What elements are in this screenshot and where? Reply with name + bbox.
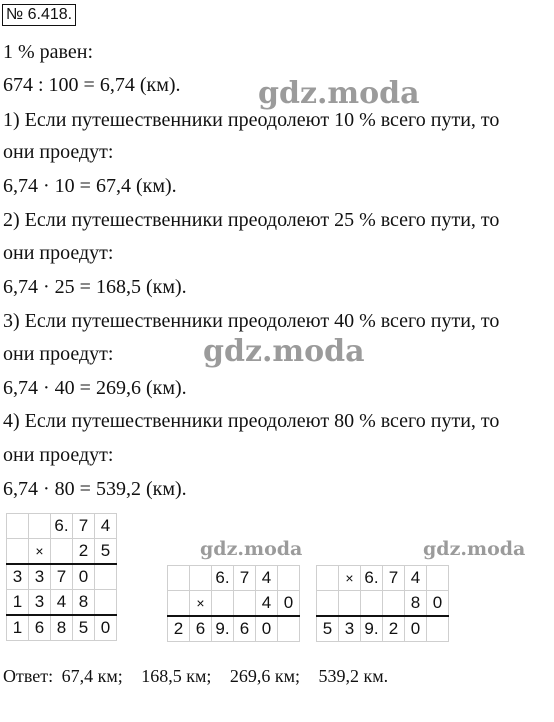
- multiplication-6-74-by-25: [6, 513, 117, 641]
- digit-cell: 6.: [51, 514, 73, 539]
- digit-cell: [190, 566, 212, 591]
- text-line: 6,74 · 10 = 67,4 (км).: [3, 175, 177, 197]
- multiply-sign: ×: [339, 566, 361, 591]
- digit-cell: 3: [7, 564, 29, 590]
- text-line: 6,74 · 80 = 539,2 (км).: [3, 478, 187, 500]
- digit-cell: 9.: [361, 616, 383, 642]
- text-line: они проедут:: [3, 141, 114, 163]
- digit-cell: 6: [29, 615, 51, 641]
- digit-cell: [168, 591, 190, 617]
- digit-cell: [427, 616, 449, 642]
- digit-cell: 6: [234, 616, 256, 642]
- digit-cell: 0: [256, 616, 278, 642]
- text-line: 674 : 100 = 6,74 (км).: [3, 74, 181, 96]
- digit-cell: 0: [278, 591, 300, 617]
- digit-cell: 3: [29, 590, 51, 616]
- digit-cell: 8: [73, 590, 95, 616]
- digit-cell: 5: [95, 539, 117, 565]
- digit-cell: 0: [405, 616, 427, 642]
- text-line: 4) Если путешественники преодолеют 80 % всего пути, то: [3, 410, 500, 432]
- text-line: 2) Если путешественники преодолеют 25 % всего пути, то: [3, 209, 500, 231]
- digit-cell: [361, 591, 383, 617]
- digit-cell: [95, 564, 117, 590]
- multiply-sign: ×: [29, 539, 51, 565]
- digit-cell: 8: [51, 615, 73, 641]
- digit-cell: 0: [95, 615, 117, 641]
- digit-cell: 7: [51, 564, 73, 590]
- digit-cell: 2: [73, 539, 95, 565]
- watermark: gdz.moda: [203, 334, 365, 369]
- digit-cell: [29, 514, 51, 539]
- text-line: они проедут:: [3, 444, 114, 466]
- digit-cell: [427, 566, 449, 591]
- digit-cell: 1: [7, 615, 29, 641]
- answer-value: 67,4 км;: [61, 666, 123, 686]
- digit-cell: [234, 591, 256, 617]
- digit-cell: 3: [29, 564, 51, 590]
- answer-value: 539,2 км.: [318, 666, 389, 686]
- text-line: они проедут:: [3, 343, 114, 365]
- answer-line: [3, 665, 388, 687]
- problem-number: № 6.418.: [2, 4, 76, 26]
- digit-cell: [278, 566, 300, 591]
- answer-value: 269,6 км;: [229, 666, 301, 686]
- text-line: 1) Если путешественники преодолеют 10 % всего пути, то: [3, 109, 500, 131]
- digit-cell: [383, 591, 405, 617]
- answer-value: 168,5 км;: [141, 666, 212, 686]
- digit-cell: [278, 616, 300, 642]
- digit-cell: 0: [427, 591, 449, 617]
- digit-cell: 9.: [212, 616, 234, 642]
- digit-cell: 2: [383, 616, 405, 642]
- digit-cell: [7, 539, 29, 565]
- digit-cell: 6.: [212, 566, 234, 591]
- digit-cell: 4: [256, 591, 278, 617]
- digit-cell: 4: [95, 514, 117, 539]
- digit-cell: 5: [73, 615, 95, 641]
- text-line: 3) Если путешественники преодолеют 40 % всего пути, то: [3, 310, 500, 332]
- digit-cell: 4: [256, 566, 278, 591]
- multiplication-6-74-by-40: [167, 565, 300, 642]
- digit-cell: 7: [73, 514, 95, 539]
- digit-cell: [95, 590, 117, 616]
- digit-cell: 6: [190, 616, 212, 642]
- text-line: 1 % равен:: [3, 41, 93, 63]
- digit-cell: [51, 539, 73, 565]
- digit-cell: 4: [405, 566, 427, 591]
- text-line: 6,74 · 40 = 269,6 (км).: [3, 377, 187, 399]
- digit-cell: 0: [73, 564, 95, 590]
- digit-cell: 7: [383, 566, 405, 591]
- watermark: gdz.moda: [258, 76, 420, 111]
- digit-cell: [317, 591, 339, 617]
- multiplication-6-74-by-80: [316, 565, 449, 642]
- text-line: 6,74 · 25 = 168,5 (км).: [3, 276, 187, 298]
- digit-cell: 5: [317, 616, 339, 642]
- digit-cell: [168, 566, 190, 591]
- watermark: gdz.moda: [200, 538, 303, 560]
- digit-cell: [339, 591, 361, 617]
- multiply-sign: ×: [190, 591, 212, 617]
- digit-cell: 4: [51, 590, 73, 616]
- answer-label: Ответ:: [3, 666, 54, 686]
- digit-cell: 6.: [361, 566, 383, 591]
- watermark: gdz.moda: [423, 538, 526, 560]
- digit-cell: 3: [339, 616, 361, 642]
- text-line: они проедут:: [3, 242, 114, 264]
- digit-cell: 7: [234, 566, 256, 591]
- digit-cell: 1: [7, 590, 29, 616]
- digit-cell: [212, 591, 234, 617]
- digit-cell: 2: [168, 616, 190, 642]
- digit-cell: [7, 514, 29, 539]
- digit-cell: [317, 566, 339, 591]
- digit-cell: 8: [405, 591, 427, 617]
